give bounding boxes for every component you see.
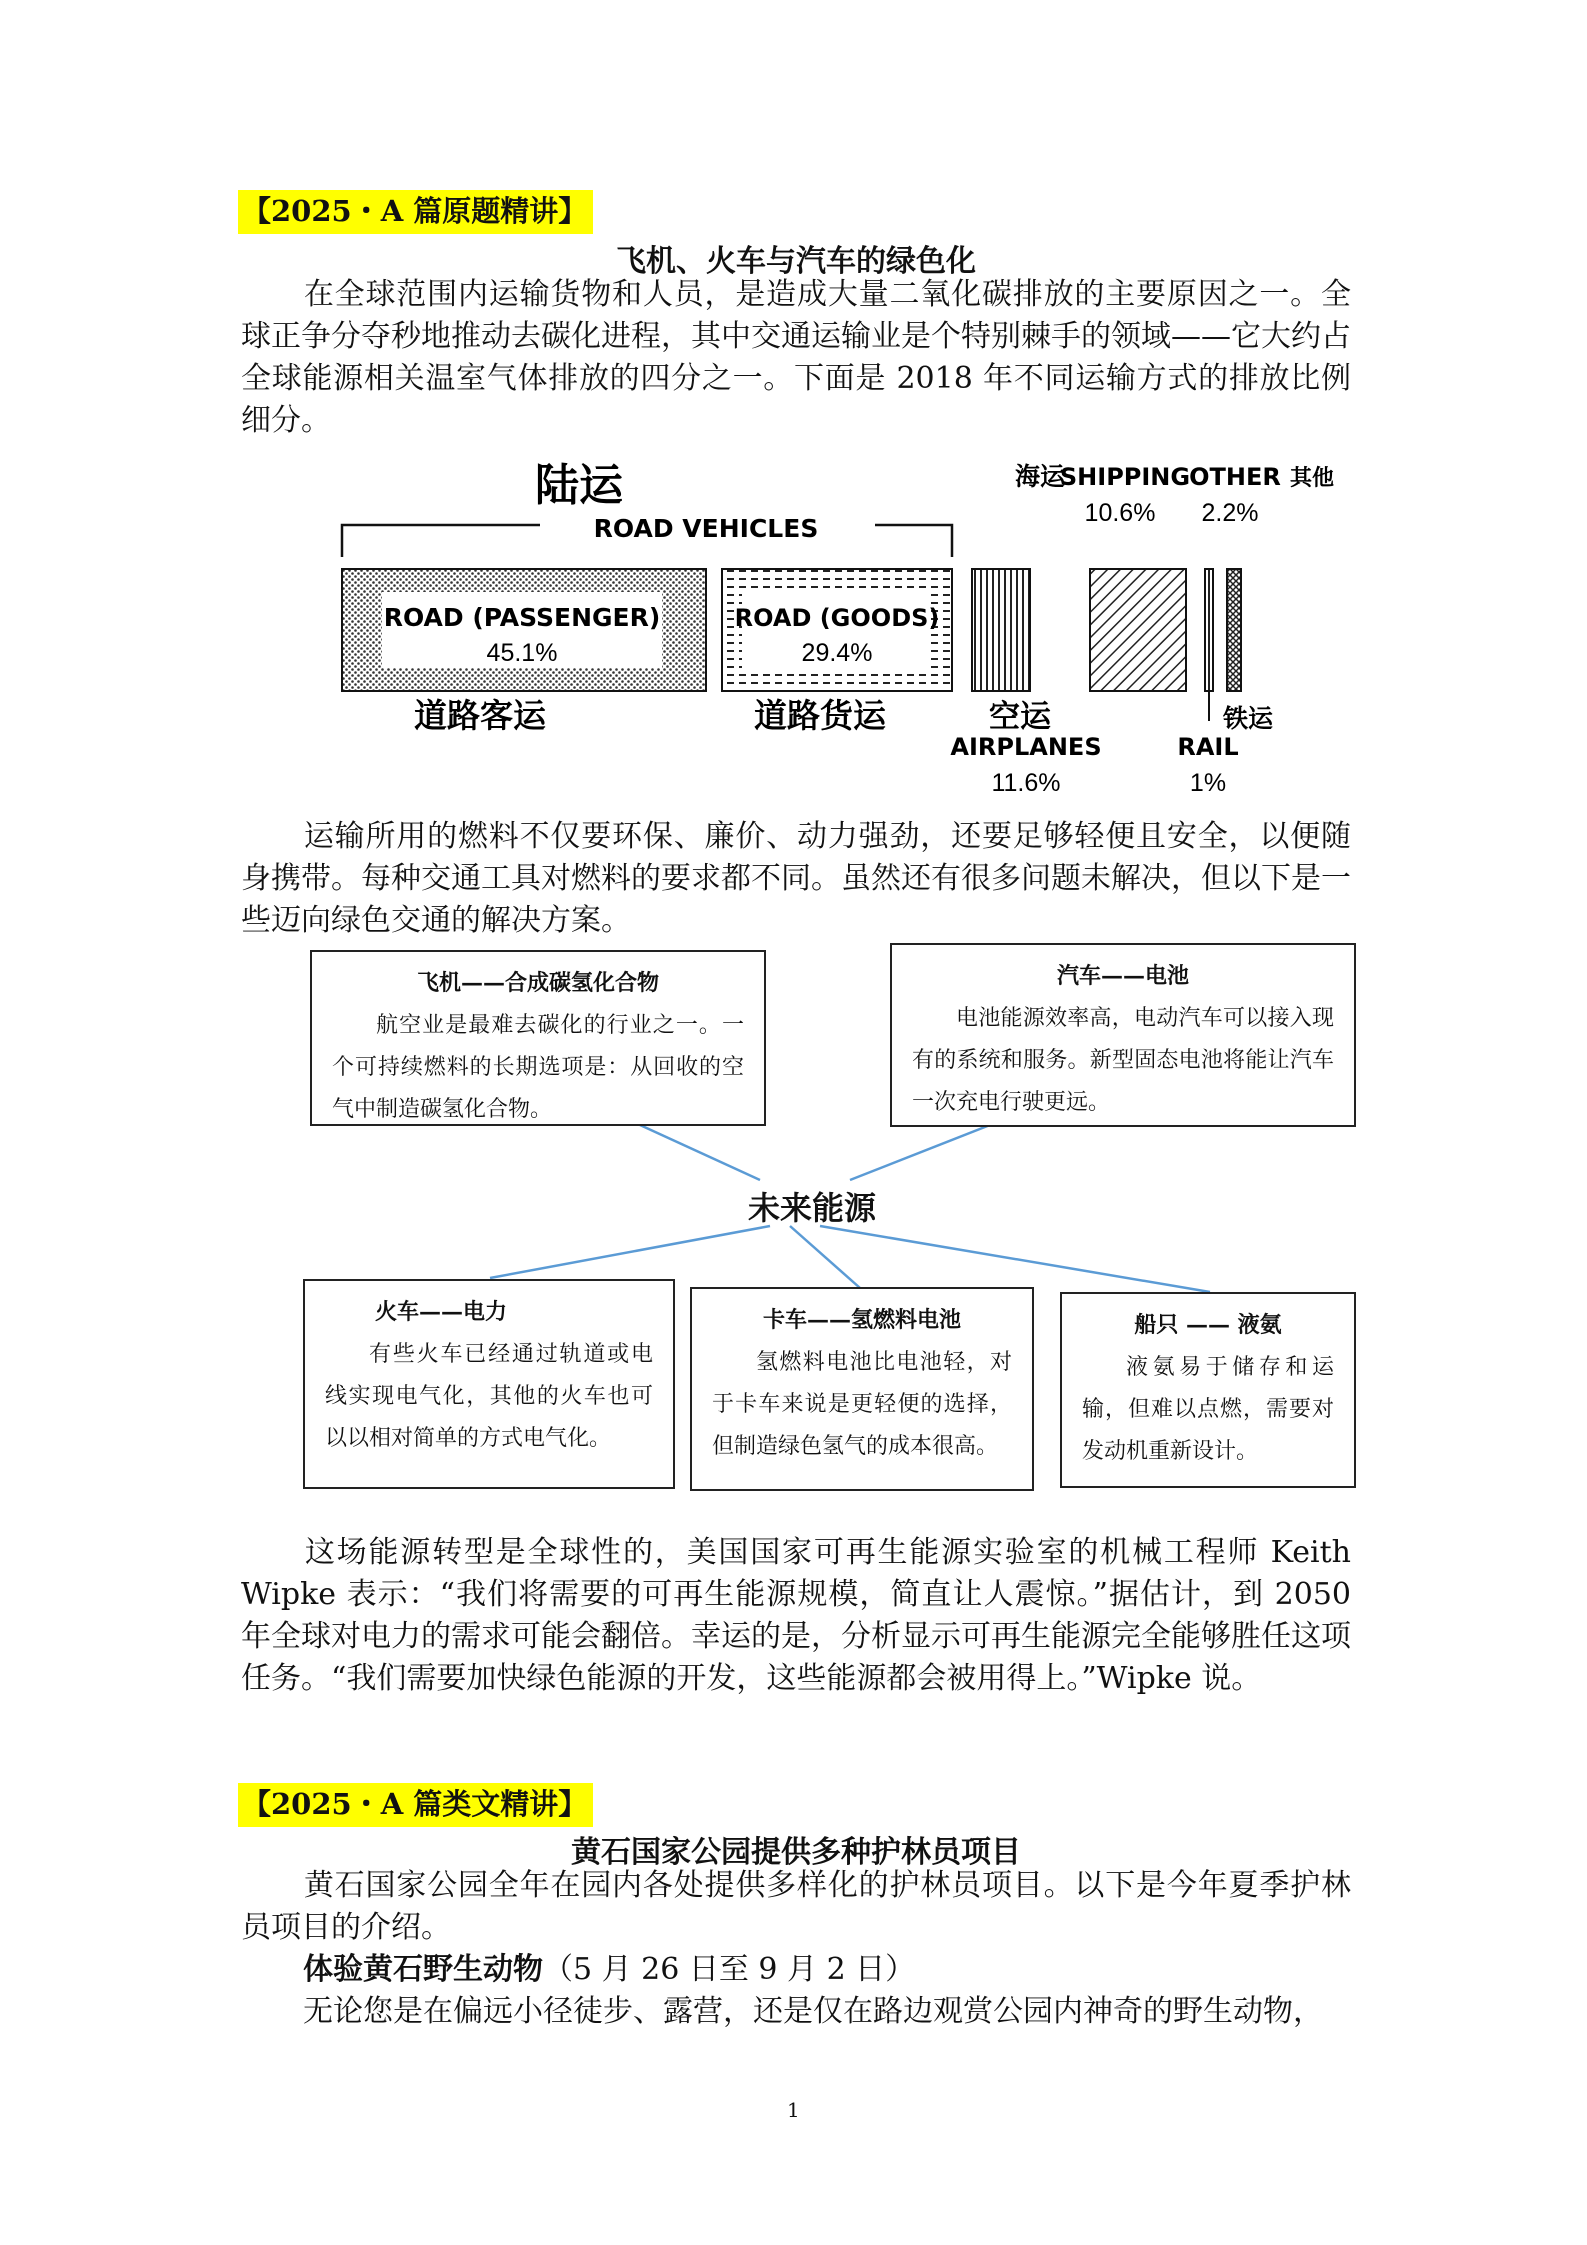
other-label: OTHER — [1189, 463, 1281, 491]
connector-truck — [790, 1226, 860, 1288]
road-goods-cn: 道路货运 — [754, 696, 886, 735]
box-title: 卡车——氢燃料电池 — [762, 1307, 961, 1333]
diagram-box-car — [890, 943, 1356, 1127]
box-body: 电池能源效率高，电动汽车可以接入现有的系统和服务。新型固态电池将能让汽车一次充电行驶更远。 — [912, 1006, 1334, 1115]
box-title: 火车——电力 — [375, 1299, 508, 1325]
other-cn: 其他 — [1290, 466, 1335, 491]
airplanes-label: AIRPLANES — [950, 733, 1102, 761]
fuel-paragraph: 运输所用的燃料不仅要环保、廉价、动力强劲，还要足够轻便且安全，以便随身携带。每种交通工具对燃料的要求都不同。虽然还有很多问题未解决，但以下是一些迈向绿色交通的解决方案。 — [241, 819, 1351, 938]
transition-paragraph: 这场能源转型是全球性的，美国国家可再生能源实验室的机械工程师 Keith Wipke 表示：“我们将需要的可再生能源规模，简直让人震惊。”据估计，到 2050 年全球对电力的需求可能会翻倍。幸运的是，分析显示可再生能源完全能够胜任这项任务。“我们需要加快绿色能源的开发，这些能源都会被用得上。”Wipke 说。 — [241, 1535, 1351, 1696]
article-title: 飞机、火车与汽车的绿色化 — [616, 244, 976, 279]
article2-paragraph: 无论您是在偏远小径徒步、露营，还是仅在路边观赏公园内神奇的野生动物， — [303, 1994, 1323, 2029]
diagram-box-ship — [1060, 1292, 1356, 1488]
road-passenger-label: ROAD (PASSENGER) — [383, 603, 661, 632]
connector-car — [850, 1125, 990, 1180]
box-body: 液氨易于储存和运输，但难以点燃，需要对发动机重新设计。 — [1082, 1355, 1334, 1464]
road-passenger-value: 45.1% — [486, 639, 558, 667]
box-title: 船只 —— 液氨 — [1134, 1312, 1282, 1338]
road-passenger-cn: 道路客运 — [414, 696, 546, 735]
rail-value: 1% — [1189, 769, 1227, 797]
diagram-box-truck — [690, 1287, 1034, 1491]
other-value: 2.2% — [1201, 499, 1259, 527]
rail-label: RAIL — [1177, 733, 1239, 761]
shipping-value: 10.6% — [1084, 499, 1156, 527]
connector-plane — [640, 1125, 760, 1180]
shipping-cn: 海运 — [1015, 462, 1066, 491]
diagram-box-train — [303, 1279, 675, 1489]
shipping-label: SHIPPING — [1059, 463, 1191, 491]
road-vehicles-label: ROAD VEHICLES — [593, 514, 819, 543]
diagram-box-plane — [310, 950, 766, 1126]
section2-tag: 【2025・A 篇类文精讲】 — [238, 1783, 593, 1827]
road-vehicles-cn-label: 陆运 — [535, 460, 623, 511]
box-body: 航空业是最难去碳化的行业之一。一个可持续燃料的长期选项是：从回收的空气中制造碳氢化合物。 — [332, 1013, 744, 1122]
intro-paragraph: 在全球范围内运输货物和人员，是造成大量二氧化碳排放的主要原因之一。全球正争分夺秒地推动去碳化进程，其中交通运输业是个特别棘手的领域——它大约占全球能源相关温室气体排放的四分之一。下面是 2018 年不同运输方式的排放比例细分。 — [241, 277, 1351, 438]
road-goods-value: 29.4% — [801, 639, 873, 667]
article2-subhead: 体验黄石野生动物（5 月 26 日至 9 月 2 日） — [303, 1952, 916, 1987]
diagram-center-label: 未来能源 — [748, 1189, 877, 1227]
box-title: 汽车——电池 — [1056, 963, 1189, 989]
road-goods-label: ROAD (GOODS) — [734, 604, 940, 632]
box-body: 氢燃料电池比电池轻，对于卡车来说是更轻便的选择，但制造绿色氢气的成本很高。 — [712, 1350, 1012, 1459]
page-number: 1 — [787, 2098, 800, 2122]
section-tag: 【2025・A 篇原题精讲】 — [238, 190, 593, 234]
airplanes-cn: 空运 — [989, 699, 1051, 735]
rail-cn: 铁运 — [1222, 704, 1274, 733]
airplanes-value: 11.6% — [991, 769, 1061, 797]
article2-title: 黄石国家公园提供多种护林员项目 — [571, 1835, 1021, 1870]
connector-ship — [820, 1226, 1210, 1292]
box-title: 飞机——合成碳氢化合物 — [416, 970, 659, 996]
box-body: 有些火车已经通过轨道或电线实现电气化，其他的火车也可以以相对简单的方式电气化。 — [325, 1342, 653, 1451]
article2-intro: 黄石国家公园全年在园内各处提供多样化的护林员项目。以下是今年夏季护林员项目的介绍。 — [241, 1868, 1351, 1945]
connector-train — [490, 1226, 770, 1278]
